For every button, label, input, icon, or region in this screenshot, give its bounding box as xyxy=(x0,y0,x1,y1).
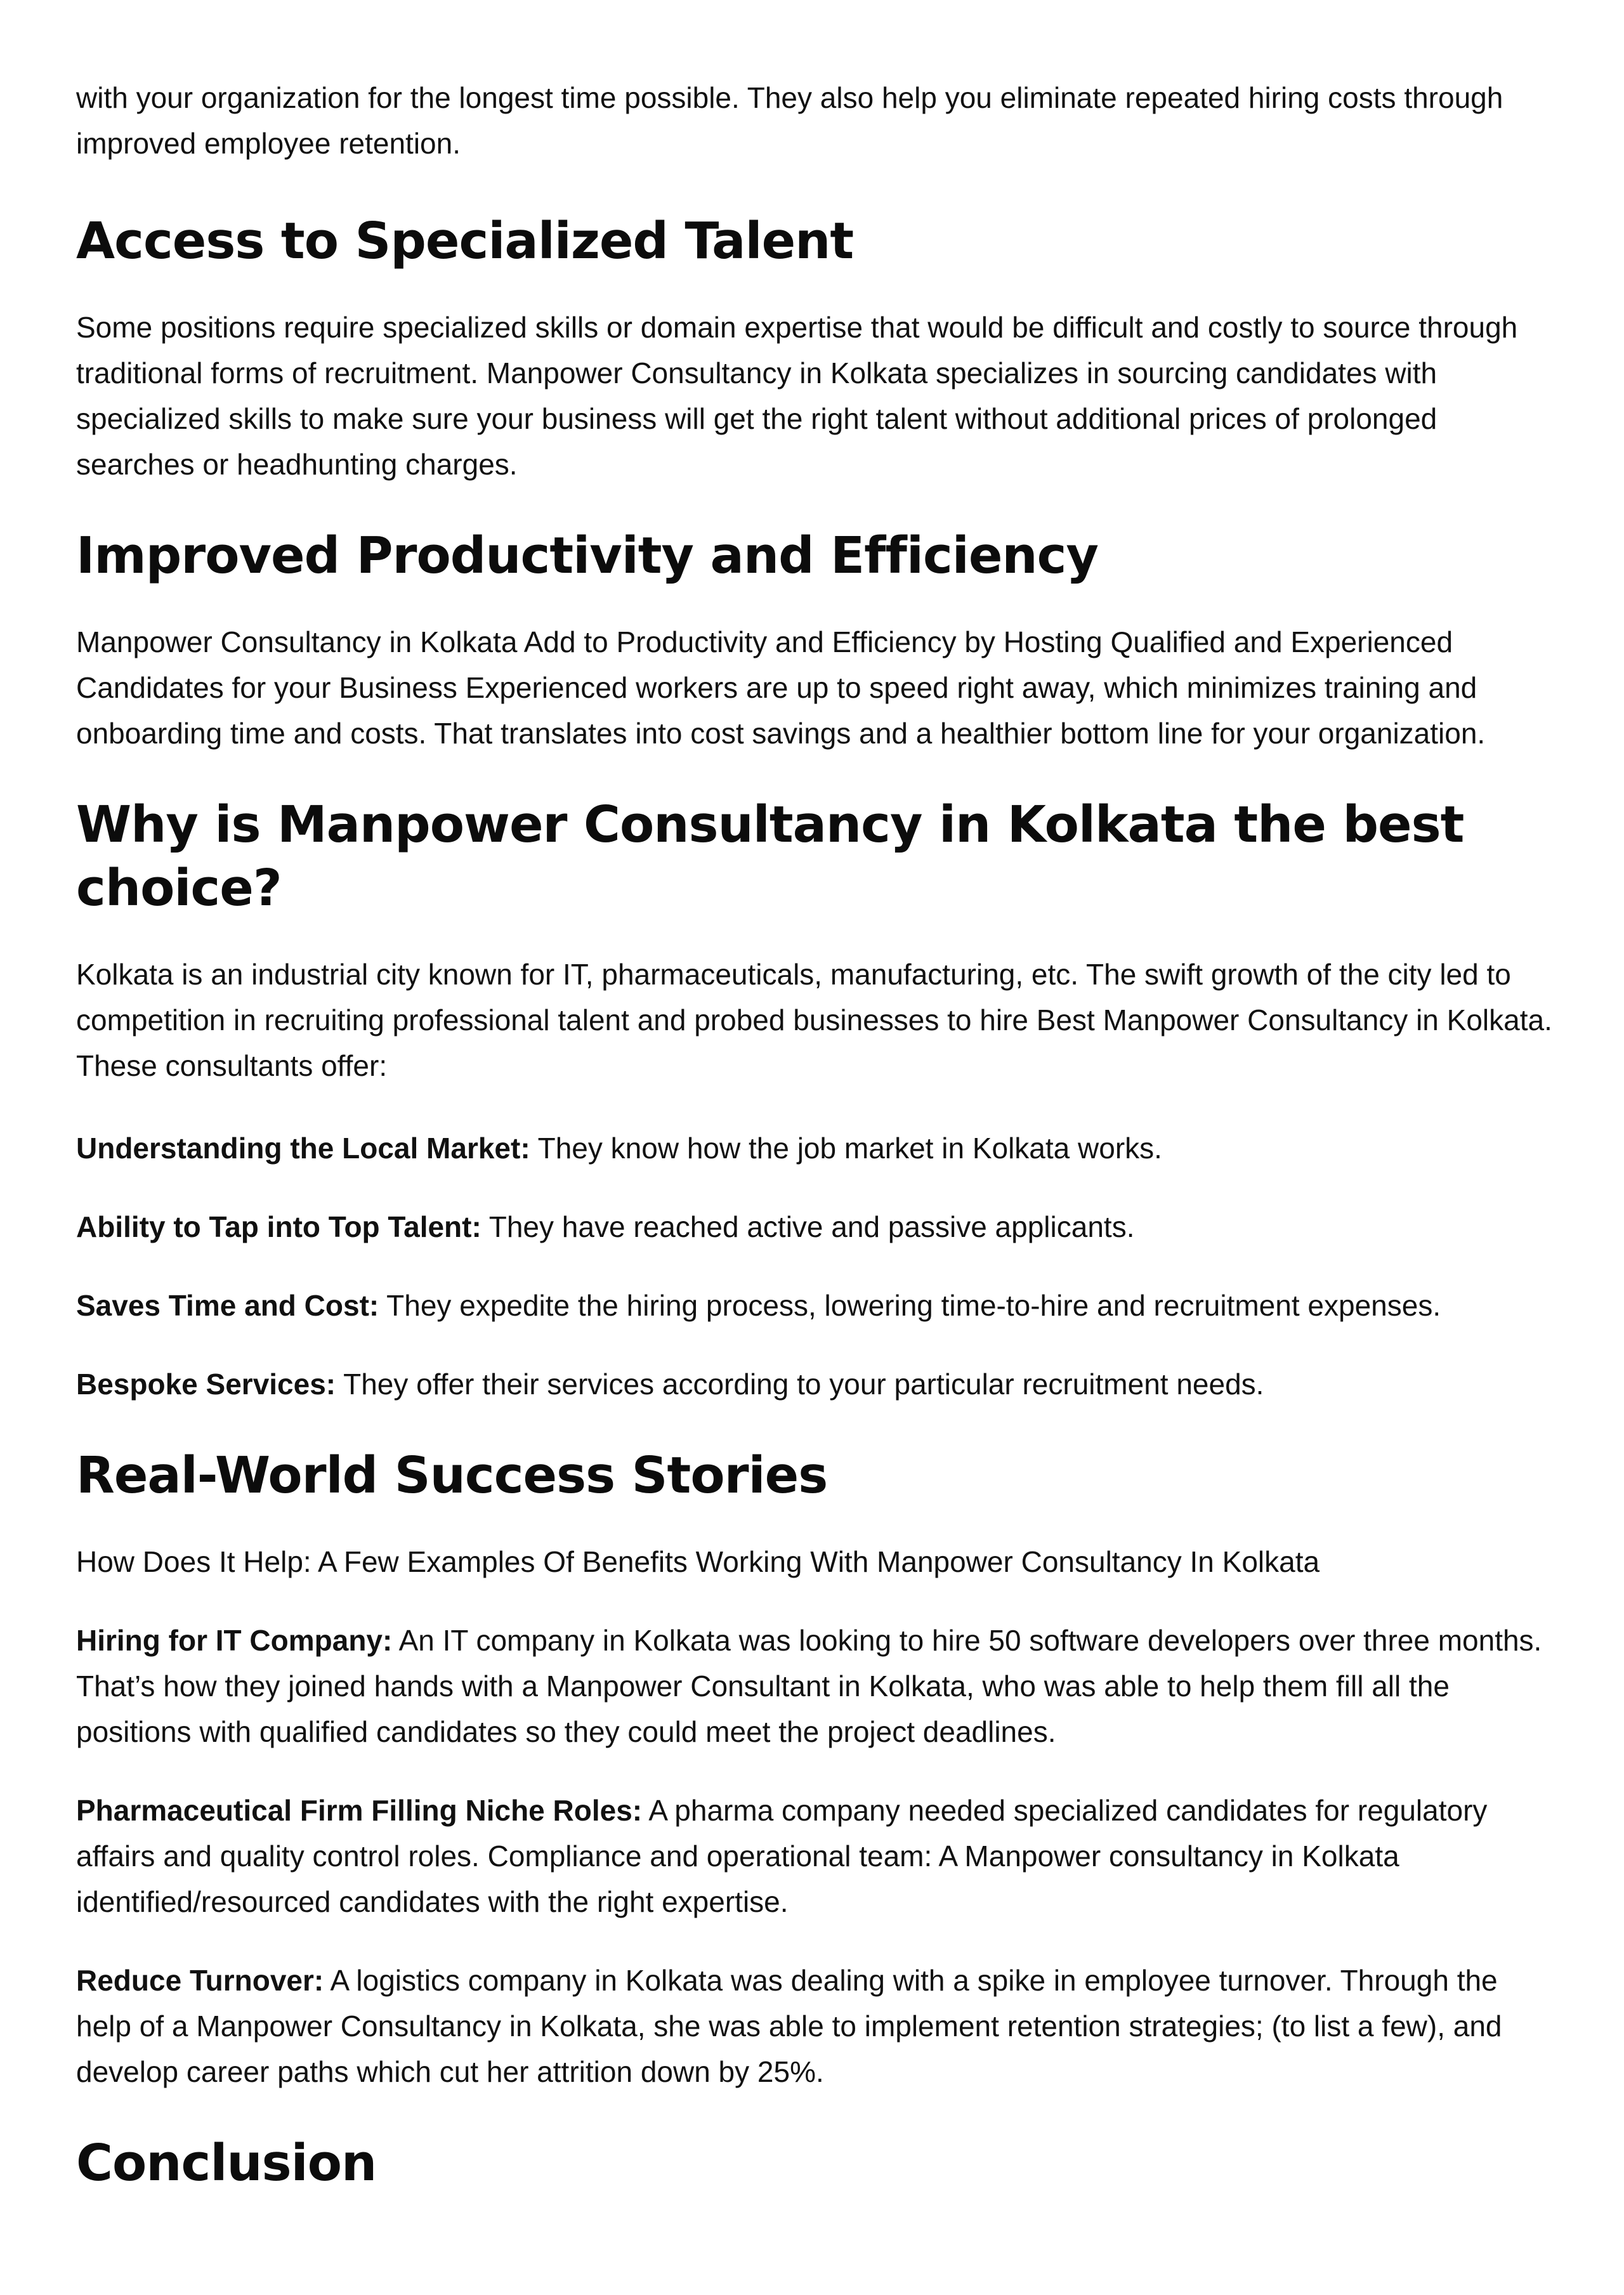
document-page xyxy=(76,75,1557,2226)
paragraph-specialized-talent: Some positions require specialized skills or domain expertise that would be difficult and costly to source through traditional forms of recruitment. Manpower Consultancy in Kolkata specializes in sourcing candidates with specialized skills to make sure your business will get the right talent without additional prices of prolonged searches or headhunting charges. xyxy=(76,311,1518,481)
paragraph-success-stories: How Does It Help: A Few Examples Of Benefits Working With Manpower Consultancy In Kolkata xyxy=(76,1545,1320,1578)
list-item-label: Understanding the Local Market: xyxy=(76,1132,530,1165)
list-item-time-cost xyxy=(76,1283,1557,1328)
story-text: A logistics company in Kolkata was dealing with a spike in employee turnover. Through the help of a Manpower Consultancy in Kolkata, she was able to implement retention strategies; (to list a few), and develop career paths which cut her attrition down by 25%. xyxy=(76,1964,1502,2088)
story-text: An IT company in Kolkata was looking to hire 50 software developers over three months. That’s how they joined hands with a Manpower Consultant in Kolkata, who was able to help them fill all the positions with qualified candidates so they could meet the project deadlines. xyxy=(76,1624,1542,1748)
paragraph-why-best-choice: Kolkata is an industrial city known for IT, pharmaceuticals, manufacturing, etc. The swift growth of the city led to competition in recruiting professional talent and probed businesses to hire Best Manpower Consultancy in Kolkata. These consultants offer: xyxy=(76,958,1552,1082)
story-label: Reduce Turnover: xyxy=(76,1964,324,1997)
heading-conclusion: Conclusion xyxy=(76,2134,377,2192)
list-item-text: They expedite the hiring process, lowering time-to-hire and recruitment expenses. xyxy=(379,1289,1441,1322)
list-item-label: Bespoke Services: xyxy=(76,1368,336,1401)
heading-productivity: Improved Productivity and Efficiency xyxy=(76,526,1099,585)
story-label: Hiring for IT Company: xyxy=(76,1624,393,1657)
list-item-bespoke xyxy=(76,1361,1557,1407)
list-item-top-talent xyxy=(76,1204,1557,1250)
story-label: Pharmaceutical Firm Filling Niche Roles: xyxy=(76,1794,643,1827)
list-item-text: They know how the job market in Kolkata works. xyxy=(530,1132,1162,1165)
story-text: A pharma company needed specialized candidates for regulatory affairs and quality control roles. Compliance and operational team: A Manpower consultancy in Kolkata identified/resourced candidates with the right expertise. xyxy=(76,1794,1488,1918)
story-reduce-turnover xyxy=(76,1958,1557,2095)
heading-specialized-talent: Access to Specialized Talent xyxy=(76,212,854,270)
list-item-text: They offer their services according to your particular recruitment needs. xyxy=(336,1368,1264,1401)
story-pharmaceutical xyxy=(76,1788,1557,1925)
list-item-local-market xyxy=(76,1125,1557,1171)
list-item-label: Ability to Tap into Top Talent: xyxy=(76,1210,481,1243)
list-item-text: They have reached active and passive applicants. xyxy=(481,1210,1135,1243)
heading-success-stories: Real-World Success Stories xyxy=(76,1446,828,1505)
intro-paragraph: with your organization for the longest time possible. They also help you eliminate repeated hiring costs through improved employee retention. xyxy=(76,81,1503,160)
list-item-label: Saves Time and Cost: xyxy=(76,1289,379,1322)
heading-why-best-choice: Why is Manpower Consultancy in Kolkata the best choice? xyxy=(76,795,1464,917)
paragraph-productivity: Manpower Consultancy in Kolkata Add to Productivity and Efficiency by Hosting Qualified and Experienced Candidates for your Business Experienced workers are up to speed right away, which minimizes training and onboarding time and costs. That translates into cost savings and a healthier bottom line for your organization. xyxy=(76,625,1486,750)
story-it-company xyxy=(76,1618,1557,1755)
